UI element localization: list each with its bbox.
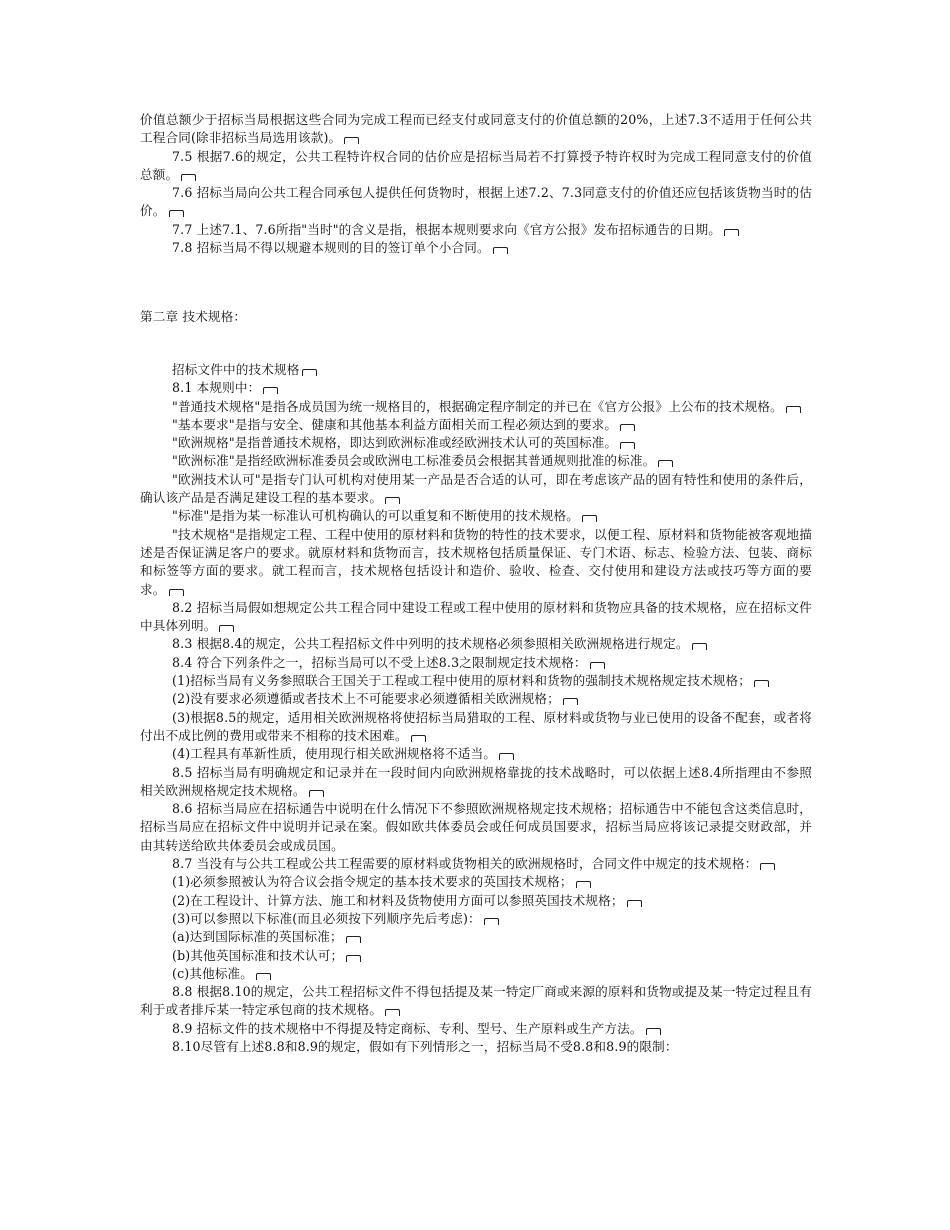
paragraph-text: 8.4 符合下列条件之一，招标当局可以不受上述8.3之限制规定技术规格：: [172, 654, 587, 670]
paragraph-mark-icon: [344, 137, 359, 144]
paragraph-text: 招标文件中的技术规格: [172, 362, 300, 377]
paragraph-mark-icon: [620, 424, 635, 431]
paragraph-mark-icon: [256, 973, 271, 980]
paragraph: [140, 873, 812, 891]
paragraph-text: "欧洲技术认可"是指专门认可机构对使用某一产品是否合适的认可，即在考虑该产品的固有特性和使用的条件后，确认该产品是否满足建设工程的基本要求。: [140, 471, 812, 506]
paragraph-text: 8.9 招标文件的技术规格中不得提及特定商标、专利、型号、生产原料或生产方法。: [172, 1020, 643, 1036]
paragraph-text: 8.10尽管有上述8.8和8.9的规定，假如有下列情形之一，招标当局不受8.8和8.9的限制：: [172, 1038, 678, 1054]
paragraph-mark-icon: [302, 369, 317, 376]
paragraph: [140, 1038, 812, 1056]
paragraph-mark-icon: [576, 881, 591, 888]
section-8-technical-specs: [140, 361, 812, 1056]
paragraph-text: 8.3 根据8.4的规定，公共工程招标文件中列明的技术规格必须参照相关欧洲规格进行规定。: [172, 636, 689, 652]
paragraph: [140, 434, 812, 452]
paragraph-text: 7.8 招标当局不得以规避本规则的目的签订单个小合同。: [172, 240, 490, 256]
paragraph-text: "普通技术规格"是指各成员国为统一规格目的，根据确定程序制定的并已在《官方公报》上公布的技术规格。: [172, 398, 783, 414]
paragraph-mark-icon: [627, 900, 642, 907]
paragraph-mark-icon: [309, 790, 324, 797]
paragraph-text: 7.6 招标当局向公共工程合同承包人提供任何货物时，根据上述7.2、7.3同意支付的价值还应包括该货物当时的估价。: [140, 185, 812, 219]
paragraph-mark-icon: [786, 406, 801, 413]
paragraph-mark-icon: [263, 387, 278, 394]
paragraph-text: (b)其他英国标准和技术认可；: [172, 947, 344, 963]
paragraph: [140, 690, 812, 708]
paragraph-mark-icon: [484, 918, 499, 925]
paragraph: [140, 379, 812, 397]
paragraph-text: (2)在工程设计、计算方法、施工和材料及货物使用方面可以参照英国技术规格；: [172, 892, 624, 908]
paragraph: [140, 471, 812, 508]
chapter-heading-block: [140, 308, 812, 326]
paragraph-mark-icon: [590, 662, 605, 669]
paragraph: [140, 111, 812, 148]
paragraph: [140, 599, 812, 636]
paragraph-mark-icon: [620, 442, 635, 449]
paragraph: [140, 507, 812, 525]
paragraph: [140, 745, 812, 763]
paragraph: [140, 947, 812, 965]
paragraph-text: 8.6 招标当局应在招标通告中说明在什么情况下不参照欧洲规格规定技术规格；招标通告中不能包含这类信息时，招标当局应在招标文件中说明并记录在案。假如欧共体委员会或任何成员国要求，招标当局应将该记录提交财政部，并由其转送给欧共体委员会或成员国。: [140, 801, 812, 853]
paragraph-text: "基本要求"是指与安全、健康和其他基本利益方面相关而工程必须达到的要求。: [172, 416, 618, 432]
paragraph-text: "标准"是指为某一标准认可机构确认的可以重复和不断使用的技术规格。: [172, 508, 579, 524]
paragraph-mark-icon: [493, 247, 508, 254]
paragraph: [140, 910, 812, 928]
paragraph-mark-icon: [169, 589, 184, 596]
paragraph-mark-icon: [499, 753, 514, 760]
paragraph-text: (3)根据8.5的规定，适用相关欧洲规格将使招标当局猎取的工程、原材料或货物与业已使用的设备不配套，或者将付出不成比例的费用或带来不相称的技术困难。: [140, 709, 812, 743]
paragraph: [140, 416, 812, 434]
paragraph: [140, 654, 812, 672]
paragraph-text: "欧洲规格"是指普通技术规格，即达到欧洲标准或经欧洲技术认可的英国标准。: [172, 435, 618, 451]
paragraph-mark-icon: [411, 735, 426, 742]
paragraph-text: (1)必须参照被认为符合议会指令规定的基本技术要求的英国技术规格；: [172, 874, 573, 890]
paragraph-text: 价值总额少于招标当局根据这些合同为完成工程而已经支付或同意支付的价值总额的20%，上述7.3不适用于任何公共工程合同(除非招标当局选用该款)。: [140, 112, 812, 146]
paragraph-text: (a)达到国际标准的英国标准；: [172, 929, 343, 945]
paragraph-text: 7.5 根据7.6的规定，公共工程特许权合同的估价应是招标当局若不打算授予特许权时为完成工程同意支付的价值总额。: [140, 148, 812, 182]
paragraph: [140, 965, 812, 983]
paragraph: [140, 928, 812, 946]
paragraph-text: 7.7 上述7.1、7.6所指"当时"的含义是指，根据本规则要求向《官方公报》发布招标通告的日期。: [172, 221, 721, 237]
paragraph: [140, 764, 812, 801]
paragraph-mark-icon: [658, 460, 673, 467]
paragraph: [140, 398, 812, 416]
paragraph-text: "技术规格"是指规定工程、工程中使用的原材料和货物的特性的技术要求，以便工程、原材料和货物能被客观地描述是否保证满足客户的要求。就原材料和货物而言，技术规格包括质量保证、专门术语、标志、检验方法、包装、商标和标签等方面的要求。就工程而言，技术规格包括设计和造价、验收、检查、交付使用和建设方法或技巧等方面的要求。: [140, 526, 812, 597]
paragraph-mark-icon: [754, 680, 769, 687]
paragraph: [140, 855, 812, 873]
paragraph-text: (1)招标当局有义务参照联合王国关于工程或工程中使用的原材料和货物的强制技术规格规定技术规格；: [172, 673, 752, 689]
paragraph: [140, 1020, 812, 1038]
paragraph-mark-icon: [692, 643, 707, 650]
paragraph-text: (2)没有要求必须遵循或者技术上不可能要求必须遵循相关欧洲规格；: [172, 691, 560, 707]
paragraph: [140, 452, 812, 470]
paragraph: [140, 361, 812, 379]
chapter-heading: 第二章 技术规格：: [140, 309, 247, 324]
paragraph-text: (4)工程具有革新性质，使用现行相关欧洲规格将不适当。: [172, 746, 497, 762]
paragraph-mark-icon: [563, 698, 578, 705]
paragraph: [140, 892, 812, 910]
paragraph-text: "欧洲标准"是指经欧洲标准委员会或欧洲电工标准委员会根据其普通规则批准的标准。: [172, 453, 656, 469]
paragraph-mark-icon: [582, 515, 597, 522]
paragraph-mark-icon: [385, 497, 400, 504]
paragraph-mark-icon: [646, 1028, 661, 1035]
paragraph-text: 8.7 当没有与公共工程或公共工程需要的原材料或货物相关的欧洲规格时，合同文件中规定的技术规格：: [172, 856, 758, 872]
section-7-continuation: [140, 111, 812, 257]
paragraph-text: 8.2 招标当局假如想规定公共工程合同中建设工程或工程中使用的原材料和货物应具备的技术规格，应在招标文件中具体列明。: [140, 599, 812, 634]
paragraph-mark-icon: [760, 863, 775, 870]
paragraph: [140, 672, 812, 690]
paragraph: [140, 635, 812, 653]
paragraph: [140, 184, 812, 221]
paragraph: [140, 983, 812, 1020]
paragraph-text: 8.5 招标当局有明确规定和记录并在一段时间内向欧洲规格靠拢的技术战略时，可以依据上述8.4所指理由不参照相关欧洲规格规定技术规格。: [140, 764, 812, 798]
paragraph-mark-icon: [181, 174, 196, 181]
paragraph-text: (3)可以参照以下标准(而且必须按下列顺序先后考虑)：: [172, 910, 481, 926]
paragraph-text: 8.1 本规则中：: [172, 380, 261, 396]
paragraph: [140, 239, 812, 257]
paragraph-mark-icon: [346, 955, 361, 962]
paragraph-text: (c)其他标准。: [172, 965, 254, 981]
paragraph-mark-icon: [385, 1009, 400, 1016]
paragraph: [140, 800, 812, 855]
paragraph: [140, 148, 812, 185]
paragraph: [140, 709, 812, 746]
paragraph-mark-icon: [219, 625, 234, 632]
paragraph: [140, 526, 812, 599]
paragraph-text: 8.8 根据8.10的规定，公共工程招标文件不得包括提及某一特定厂商或来源的原料和货物或提及某一特定过程且有利于或者排斥某一特定承包商的技术规格。: [140, 984, 812, 1018]
paragraph-mark-icon: [724, 229, 739, 236]
paragraph-mark-icon: [169, 210, 184, 217]
paragraph-mark-icon: [346, 936, 361, 943]
paragraph: [140, 221, 812, 239]
